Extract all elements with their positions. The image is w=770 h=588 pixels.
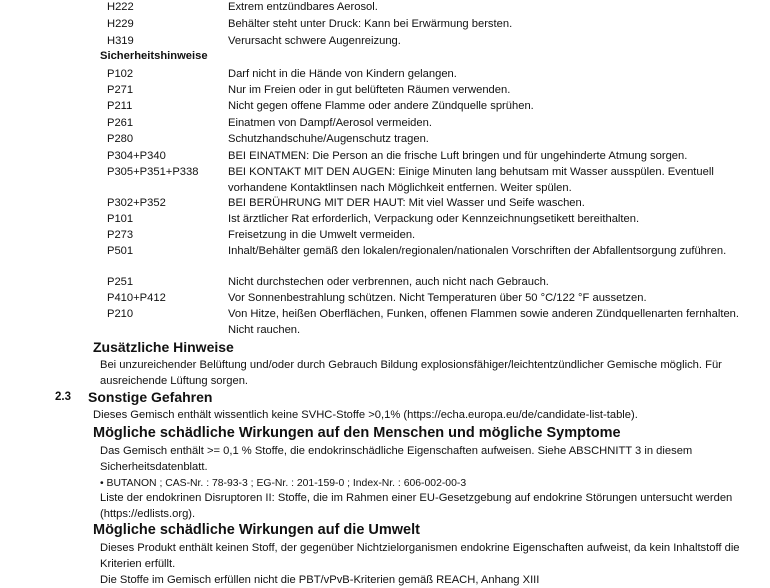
p-code: P410+P412 [107,292,166,304]
p-code: P261 [107,117,134,129]
mensch-bullet: • BUTANON ; CAS-Nr. : 78-93-3 ; EG-Nr. : 201-159-0 ; Index-Nr. : 606-002-00-3 [100,478,467,489]
p-text: Darf nicht in die Hände von Kindern gelangen. [228,68,457,80]
sicherheitshinweise-heading: Sicherheitshinweise [100,50,208,62]
p-text: Nur im Freien oder in gut belüfteten Räumen verwenden. [228,84,511,96]
p-code: P302+P352 [107,197,166,209]
p-text: Einatmen von Dampf/Aerosol vermeiden. [228,117,432,129]
p-text: Vor Sonnenbestrahlung schützen. Nicht Temperaturen über 50 °C/122 °F aussetzen. [228,292,647,304]
p-text: Ist ärztlicher Rat erforderlich, Verpackung oder Kennzeichnungsetikett bereithalten. [228,213,640,225]
mensch-heading: Mögliche schädliche Wirkungen auf den Menschen und mögliche Symptome [93,425,621,441]
umwelt-text-2: Die Stoffe im Gemisch erfüllen nicht die PBT/vPvB-Kriterien gemäß REACH, Anhang XIII [100,574,540,586]
h-text: Verursacht schwere Augenreizung. [228,35,401,47]
mensch-text-2: Liste der endokrinen Disruptoren II: Stoffe, die im Rahmen einer EU-Gesetzgebung auf endokrine Störungen untersucht werden (https://edlists.org). [100,492,733,520]
p-code: P271 [107,84,134,96]
h-code: H319 [107,35,134,47]
h-text: Extrem entzündbares Aerosol. [228,1,378,13]
p-text: BEI EINATMEN: Die Person an die frische Luft bringen und für ungehinderte Atmung sorgen. [228,150,688,162]
p-code: P273 [107,229,134,241]
p-code: P210 [107,308,134,320]
p-code: P101 [107,213,134,225]
h-text: Behälter steht unter Druck: Kann bei Erwärmung bersten. [228,18,513,30]
p-code: P304+P340 [107,150,166,162]
p-code: P251 [107,276,134,288]
p-text: BEI BERÜHRUNG MIT DER HAUT: Mit viel Wasser und Seife waschen. [228,197,585,209]
p-text: Von Hitze, heißen Oberflächen, Funken, offenen Flammen sowie anderen Zündquellenarten fernhalten. Nicht rauchen. [228,308,740,336]
zusaetzliche-hinweise-heading: Zusätzliche Hinweise [93,339,234,355]
p-code: P102 [107,68,134,80]
umwelt-heading: Mögliche schädliche Wirkungen auf die Umwelt [93,522,420,538]
p-code: P211 [107,100,133,112]
p-code: P501 [107,245,134,257]
h-code: H222 [107,1,134,13]
p-text: Schutzhandschuhe/Augenschutz tragen. [228,133,429,145]
h-code: H229 [107,18,134,30]
p-text: Freisetzung in die Umwelt vermeiden. [228,229,416,241]
section-text: Dieses Gemisch enthält wissentlich keine SVHC-Stoffe >0,1% (https://echa.europa.eu/de/candidate-list-table). [93,409,638,421]
zusaetzliche-hinweise-text: Bei unzureichender Belüftung und/oder durch Gebrauch Bildung explosionsfähiger/leichtentzündlicher Gemische möglich. Für ausreichende Lüftung sorgen. [100,359,722,387]
p-text: Inhalt/Behälter gemäß den lokalen/regionalen/nationalen Vorschriften der Abfallentsorgung zuführen. [228,245,727,257]
p-code: P305+P351+P338 [107,166,199,178]
mensch-text-1: Das Gemisch enthält >= 0,1 % Stoffe, die endokrinschädliche Eigenschaften aufweisen. Siehe ABSCHNITT 3 in diesem Sicherheitsdatenblatt. [100,445,693,473]
p-text: BEI KONTAKT MIT DEN AUGEN: Einige Minuten lang behutsam mit Wasser ausspülen. Eventuell vorhandene Kontaktlinsen nach Möglichkeit entfernen. Weiter spülen. [228,166,714,194]
section-number: 2.3 [55,391,71,403]
p-text: Nicht gegen offene Flamme oder andere Zündquelle sprühen. [228,100,534,112]
p-text: Nicht durchstechen oder verbrennen, auch nicht nach Gebrauch. [228,276,549,288]
p-code: P280 [107,133,134,145]
section-heading: Sonstige Gefahren [88,389,213,405]
umwelt-text-1: Dieses Produkt enthält keinen Stoff, der gegenüber Nichtzielorganismen endokrine Eigenschaften aufweist, da kein Inhaltstoff die Kriterien erfüllt. [100,542,740,570]
